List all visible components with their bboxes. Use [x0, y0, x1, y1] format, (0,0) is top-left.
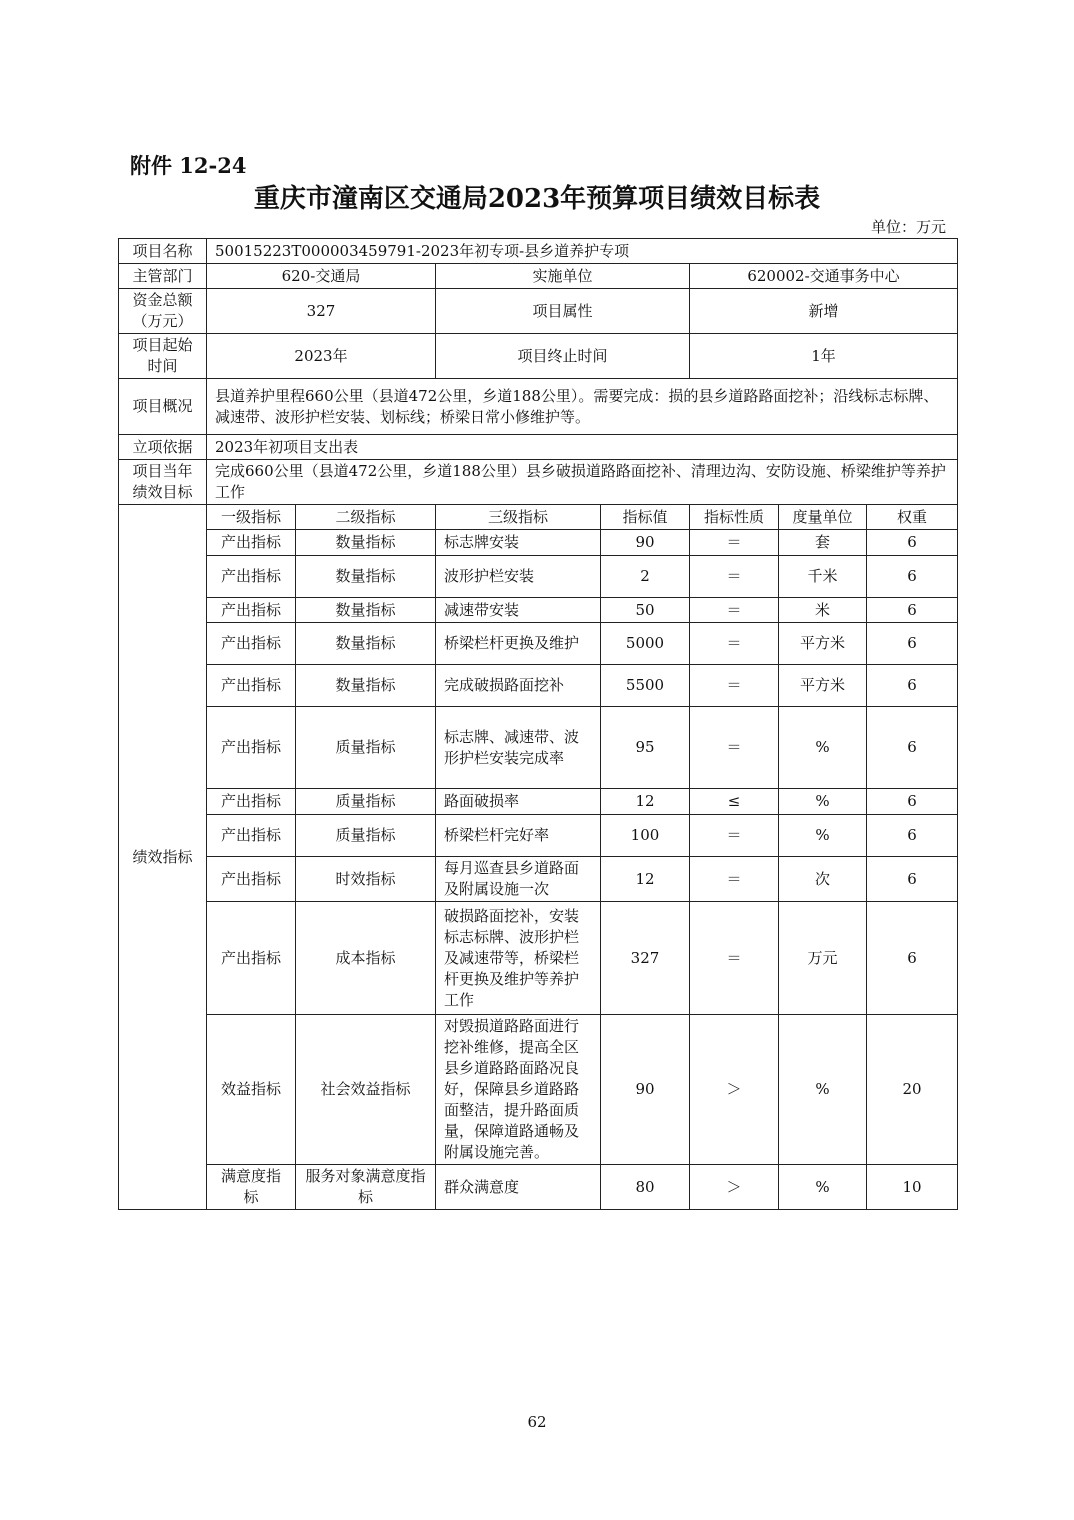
table-row [119, 815, 958, 857]
column-header: 指标值 [601, 505, 690, 530]
level3-cell: 桥梁栏杆完好率 [436, 815, 601, 857]
unit-cell: % [779, 1165, 867, 1210]
unit-cell: % [779, 707, 867, 789]
attr-value: 新增 [690, 289, 958, 334]
performance-table [118, 238, 958, 1210]
level3-cell: 波形护栏安装 [436, 556, 601, 598]
table-row [119, 1165, 958, 1210]
weight-cell: 6 [867, 707, 958, 789]
table-row [119, 1015, 958, 1165]
basis-label: 立项依据 [119, 435, 207, 460]
nature-cell: ＝ [690, 556, 779, 598]
table-row [119, 857, 958, 902]
nature-cell: ＝ [690, 598, 779, 623]
weight-cell: 6 [867, 598, 958, 623]
level1-cell: 产出指标 [207, 556, 296, 598]
project-name-label: 项目名称 [119, 239, 207, 264]
weight-cell: 6 [867, 815, 958, 857]
unit-cell: % [779, 815, 867, 857]
level2-cell: 数量指标 [296, 665, 436, 707]
end-value: 1年 [690, 334, 958, 379]
target-value-cell: 12 [601, 857, 690, 902]
page-number: 62 [527, 1413, 547, 1431]
weight-cell: 6 [867, 556, 958, 598]
target-value-cell: 5500 [601, 665, 690, 707]
start-label: 项目起始时间 [119, 334, 207, 379]
level1-cell: 产出指标 [207, 902, 296, 1015]
level1-cell: 产出指标 [207, 665, 296, 707]
level3-cell: 桥梁栏杆更换及维护 [436, 623, 601, 665]
level2-cell: 质量指标 [296, 815, 436, 857]
weight-cell: 6 [867, 530, 958, 556]
start-value: 2023年 [207, 334, 436, 379]
basis-value: 2023年初项目支出表 [207, 435, 958, 460]
level2-cell: 质量指标 [296, 789, 436, 815]
target-value-cell: 90 [601, 530, 690, 556]
table-row [119, 789, 958, 815]
weight-cell: 6 [867, 789, 958, 815]
level1-cell: 产出指标 [207, 857, 296, 902]
target-value-cell: 100 [601, 815, 690, 857]
unit-cell: 次 [779, 857, 867, 902]
level1-cell: 产出指标 [207, 598, 296, 623]
level3-cell: 路面破损率 [436, 789, 601, 815]
project-name: 50015223T000003459791-2023年初专项-县乡道养护专项 [207, 239, 958, 264]
level1-cell: 满意度指标 [207, 1165, 296, 1210]
level2-cell: 数量指标 [296, 530, 436, 556]
level2-cell: 数量指标 [296, 598, 436, 623]
target-value-cell: 327 [601, 902, 690, 1015]
level1-cell: 产出指标 [207, 530, 296, 556]
nature-cell: ＝ [690, 707, 779, 789]
table-row [119, 902, 958, 1015]
target-value-cell: 80 [601, 1165, 690, 1210]
level2-cell: 质量指标 [296, 707, 436, 789]
perf-label: 绩效指标 [119, 505, 207, 1210]
unit-cell: % [779, 1015, 867, 1165]
unit-cell: 套 [779, 530, 867, 556]
table-row [119, 530, 958, 556]
column-header: 一级指标 [207, 505, 296, 530]
nature-cell: ＝ [690, 902, 779, 1015]
level1-cell: 效益指标 [207, 1015, 296, 1165]
fund-value: 327 [207, 289, 436, 334]
overview-value: 县道养护里程660公里（县道472公里，乡道188公里）。需要完成：损的县乡道路路面挖补；沿线标志标牌、减速带、波形护栏安装、划标线；桥梁日常小修维护等。 [207, 379, 958, 435]
overview-label: 项目概况 [119, 379, 207, 435]
level2-cell: 成本指标 [296, 902, 436, 1015]
unit-cell: % [779, 789, 867, 815]
target-value-cell: 12 [601, 789, 690, 815]
unit-cell: 万元 [779, 902, 867, 1015]
target-value-cell: 95 [601, 707, 690, 789]
target-value-cell: 90 [601, 1015, 690, 1165]
table-row [119, 598, 958, 623]
nature-cell: ＞ [690, 1165, 779, 1210]
column-header: 二级指标 [296, 505, 436, 530]
weight-cell: 6 [867, 665, 958, 707]
dept-value: 620-交通局 [207, 264, 436, 289]
unit-cell: 千米 [779, 556, 867, 598]
attr-label: 项目属性 [436, 289, 690, 334]
level1-cell: 产出指标 [207, 789, 296, 815]
column-header: 度量单位 [779, 505, 867, 530]
column-header: 三级指标 [436, 505, 601, 530]
weight-cell: 6 [867, 623, 958, 665]
target-value-cell: 50 [601, 598, 690, 623]
nature-cell: ＝ [690, 857, 779, 902]
attachment-label: 附件 12-24 [130, 153, 247, 178]
unit-cell: 平方米 [779, 665, 867, 707]
level3-cell: 对毁损道路路面进行挖补维修，提高全区县乡道路路面路况良好，保障县乡道路路面整洁，提升路面质量，保障道路通畅及附属设施完善。 [436, 1015, 601, 1165]
impl-value: 620002-交通事务中心 [690, 264, 958, 289]
impl-label: 实施单位 [436, 264, 690, 289]
column-header: 指标性质 [690, 505, 779, 530]
weight-cell: 20 [867, 1015, 958, 1165]
nature-cell: ＞ [690, 1015, 779, 1165]
unit-cell: 米 [779, 598, 867, 623]
table-row [119, 556, 958, 598]
level1-cell: 产出指标 [207, 623, 296, 665]
level2-cell: 服务对象满意度指标 [296, 1165, 436, 1210]
unit-cell: 平方米 [779, 623, 867, 665]
level3-cell: 每月巡查县乡道路面及附属设施一次 [436, 857, 601, 902]
goal-value: 完成660公里（县道472公里，乡道188公里）县乡破损道路路面挖补、清理边沟、安防设施、桥梁维护等养护工作 [207, 460, 958, 505]
level1-cell: 产出指标 [207, 815, 296, 857]
nature-cell: ＝ [690, 665, 779, 707]
nature-cell: ＝ [690, 623, 779, 665]
fund-label: 资金总额（万元） [119, 289, 207, 334]
column-header: 权重 [867, 505, 958, 530]
level3-cell: 破损路面挖补，安装标志标牌、波形护栏及减速带等，桥梁栏杆更换及维护等养护工作 [436, 902, 601, 1015]
table-row [119, 707, 958, 789]
weight-cell: 6 [867, 902, 958, 1015]
level3-cell: 标志牌、减速带、波形护栏安装完成率 [436, 707, 601, 789]
dept-label: 主管部门 [119, 264, 207, 289]
weight-cell: 10 [867, 1165, 958, 1210]
end-label: 项目终止时间 [436, 334, 690, 379]
level2-cell: 数量指标 [296, 623, 436, 665]
target-value-cell: 2 [601, 556, 690, 598]
table-row [119, 665, 958, 707]
document-title: 重庆市潼南区交通局2023年预算项目绩效目标表 [253, 184, 821, 214]
target-value-cell: 5000 [601, 623, 690, 665]
level2-cell: 社会效益指标 [296, 1015, 436, 1165]
level2-cell: 数量指标 [296, 556, 436, 598]
unit-label: 单位：万元 [870, 218, 946, 236]
level3-cell: 完成破损路面挖补 [436, 665, 601, 707]
level3-cell: 群众满意度 [436, 1165, 601, 1210]
level3-cell: 减速带安装 [436, 598, 601, 623]
nature-cell: ＝ [690, 815, 779, 857]
weight-cell: 6 [867, 857, 958, 902]
level1-cell: 产出指标 [207, 707, 296, 789]
nature-cell: ≤ [690, 789, 779, 815]
nature-cell: ＝ [690, 530, 779, 556]
goal-label: 项目当年绩效目标 [119, 460, 207, 505]
level2-cell: 时效指标 [296, 857, 436, 902]
table-row [119, 623, 958, 665]
level3-cell: 标志牌安装 [436, 530, 601, 556]
